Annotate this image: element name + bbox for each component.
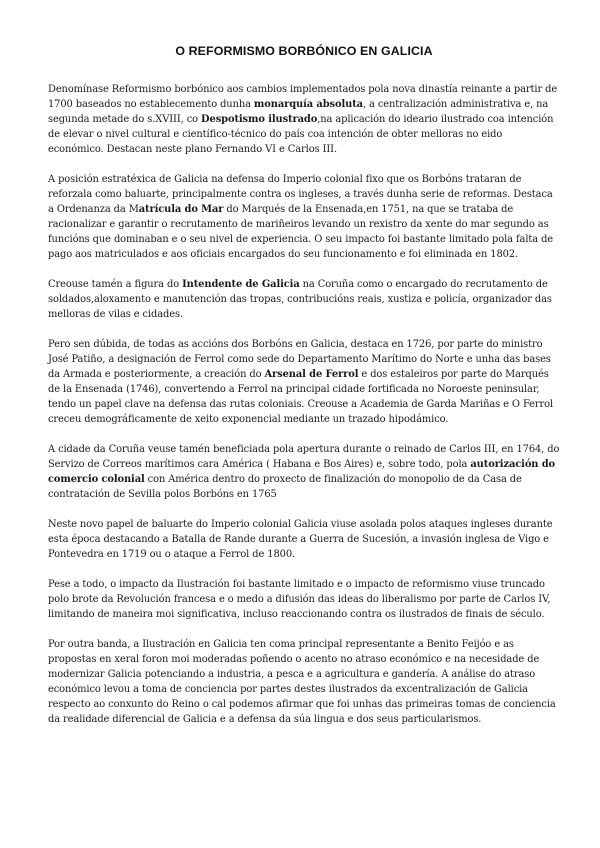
paragraph [48, 277, 560, 322]
paragraph [48, 577, 560, 622]
text-run: , a centralización administrativa e, na segunda metade do s.XVIII, co [48, 99, 549, 125]
text-run: Pero sen dúbida, de todas as accións dos Borbóns en Galicia, destaca en 1726, por parte do ministro José Patiño, a designación de Ferrol como sede do Departamento Marítimo do Norte e unha das bases da Armada e posteriormente, a creación do [48, 339, 551, 380]
page-title: O REFORMISMO BORBÓNICO EN GALICIA [175, 44, 433, 58]
bold-term: monarquía absoluta [253, 99, 363, 110]
bold-term: autorización do comercio colonial [48, 459, 556, 485]
paragraph [48, 82, 560, 157]
bold-term: atrícula do Mar [138, 204, 224, 215]
text-run: Pese a todo, o impacto da Ilustración foi bastante limitado e o impacto de reformismo viuse truncado polo brote da Revolución francesa e o medo a difusión das ideas do liberalismo por parte de Carlos IV, limitando de maneira moi significativa, incluso reaccionando contra os ilustrados de finais de século. [48, 579, 551, 620]
text-run: e dos estaleiros por parte do Marqués de la Ensenada (1746), convertendo a Ferrol na principal cidade fortificada no Noroeste peninsular, tendo un papel clave na defensa das rutas coloniais. Creouse a Academia de Garda Mariñas e O Ferrol creceu demográficamente de xeito exponencial mediante un trazado hipodámico. [48, 369, 554, 425]
text-run: con América dentro do proxecto de finalización do monopolio de da Casa de contratación de Sevilla polos Borbóns en 1765 [48, 474, 522, 500]
paragraph [48, 337, 560, 427]
document-body [48, 82, 560, 727]
paragraph [48, 517, 560, 562]
text-run: Denomínase Reformismo borbónico aos cambios implementados pola nova dinastía reinante a partir de 1700 baseados no establecemento dunha [48, 84, 558, 110]
text-run: A posición estratéxica de Galicia na defensa do Imperio colonial fixo que os Borbóns trataran de reforzala como baluarte, principalmente contra os ingleses, a través dunha serie de reformas. Destaca a Ordenanza da M [48, 174, 553, 215]
paragraph [48, 172, 560, 262]
paragraph [48, 637, 560, 727]
text-run: na Coruña como o encargado do recrutamento de soldados,aloxamento e manutención das tropas, contribucións reais, xustiza e policía, organizador das melloras de vilas e cidades. [48, 279, 552, 320]
text-run: Por outra banda, a Ilustración en Galicia ten coma principal representante a Benito Feijóo e as propostas en xeral foron moi moderadas poñendo o acento no atraso económico e na necesidade de modernizar Galicia potenciando a industria, a pesca e a agricultura e gandería. A análise do atraso económico levou a toma de conciencia por partes destes ilustrados da excentralización de Galicia respecto ao conxunto do Reino o cal podemos afirmar que foi unhas das primeiras tomas de conciencia da realidade diferencial de Galicia e a defensa da súa lingua e dos seus particularismos. [48, 639, 556, 725]
bold-term: Arsenal de Ferrol [264, 369, 359, 380]
text-run: Creouse tamén a figura do [48, 279, 183, 290]
paragraph [48, 442, 560, 502]
text-run: do Marqués de la Ensenada,en 1751, na que se trataba de racionalizar e garantir o recrutamento de mariñeiros levando un rexistro da xente do mar segundo as funcións que dominaban e o seu nivel de experiencia. O seu impacto foi bastante limitado pola falta de pago aos matriculados e aos oficiais encargados do seu funcionamento e foi eliminada en 1802. [48, 204, 554, 260]
bold-term: Intendente de Galicia [182, 279, 300, 290]
bold-term: Despotismo ilustrado [201, 114, 318, 125]
text-run: ,na aplicación do ideario ilustrado coa intención de elevar o nivel cultural e científico-técnico do país coa intención de obter melloras no eido económico. Destacan neste plano Fernando VI e Carlos III. [48, 114, 554, 155]
text-run: A cidade da Coruña veuse tamén beneficiada pola apertura durante o reinado de Carlos III, en 1764, do Servizo de Correos marítimos cara América ( Habana e Bos Aires) e, sobre todo, pola [48, 444, 560, 470]
text-run: Neste novo papel de baluarte do Imperio colonial Galicia viuse asolada polos ataques ingleses durante esta época destacando a Batalla de Rande durante a Guerra de Sucesión, a invasión inglesa de Vigo e Pontevedra en 1719 ou o ataque a Ferrol de 1800. [48, 519, 553, 560]
